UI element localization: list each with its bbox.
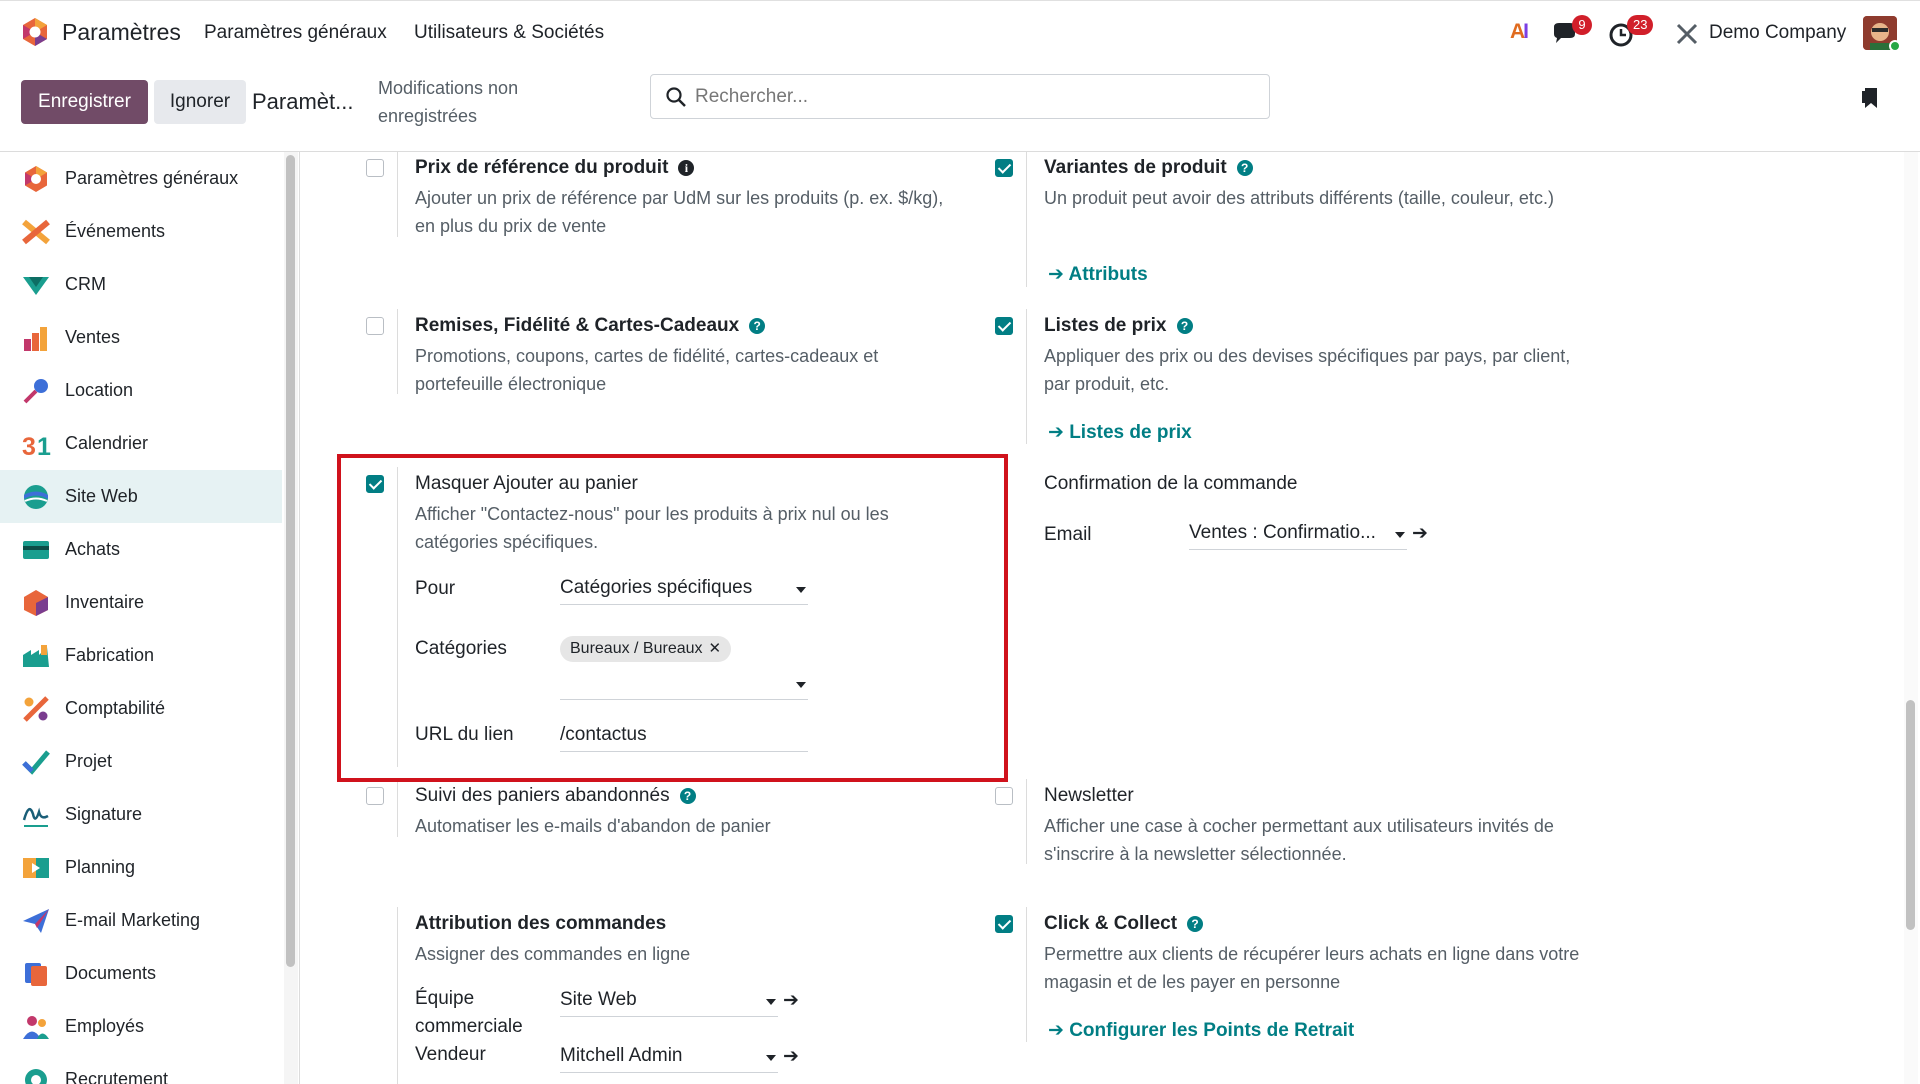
product-variants-checkbox[interactable]	[995, 159, 1013, 177]
discounts-loyalty-checkbox[interactable]	[366, 317, 384, 335]
setting-title: Suivi des paniers abandonnés ?	[415, 785, 696, 807]
sidebar-item-label: Comptabilité	[65, 698, 166, 718]
external-link-arrow-icon[interactable]: ➔	[783, 1046, 799, 1067]
inventory-app-icon	[21, 588, 51, 618]
sidebar-item-label: Location	[65, 380, 134, 400]
setting-title: Prix de référence du produit i	[415, 157, 694, 179]
recruitment-app-icon	[21, 1065, 51, 1084]
remove-tag-icon[interactable]: ✕	[708, 640, 722, 657]
click-collect-checkbox[interactable]	[995, 915, 1013, 933]
sidebar-item-label: Signature	[65, 804, 143, 824]
calendar-app-icon	[21, 429, 51, 459]
sidebar-item-calendar[interactable]	[0, 417, 282, 470]
sidebar-item-email-marketing[interactable]	[0, 894, 282, 947]
arrow-right-icon: ➔	[1048, 422, 1070, 443]
pricelists-link[interactable]: ➔ Listes de prix	[1048, 422, 1192, 443]
sidebar-item-sign[interactable]	[0, 788, 282, 841]
manufacturing-app-icon	[21, 641, 51, 671]
sidebar-item-label: Employés	[65, 1016, 145, 1036]
discard-button[interactable]: Ignorer	[154, 80, 246, 124]
setting-title: Remises, Fidélité & Cartes-Cadeaux ?	[415, 315, 765, 337]
sign-app-icon	[21, 800, 51, 830]
sidebar-item-label: Planning	[65, 857, 136, 877]
setting-divider	[1026, 779, 1027, 864]
activities-badge: 23	[1627, 15, 1653, 35]
sidebar-item-employees[interactable]	[0, 1000, 282, 1053]
odoo-logo-icon[interactable]	[20, 17, 50, 47]
search-bar[interactable]	[650, 74, 1270, 119]
sidebar-item-crm[interactable]	[0, 258, 282, 311]
crm-app-icon	[21, 270, 51, 300]
rental-app-icon	[21, 376, 51, 406]
setting-description: Un produit peut avoir des attributs différents (taille, couleur, etc.)	[1044, 188, 1554, 208]
email-label: Email	[1044, 524, 1092, 545]
website-app-icon	[21, 482, 51, 512]
sidebar-item-inventory[interactable]	[0, 576, 282, 629]
sidebar-item-label: Inventaire	[65, 592, 145, 612]
highlight-box	[337, 454, 1008, 782]
seller-select[interactable]: Mitchell Admin	[560, 1043, 778, 1073]
setting-description: Promotions, coupons, cartes de fidélité, cartes-cadeaux et portefeuille électronique	[415, 346, 879, 394]
sidebar-item-label: Recrutement	[65, 1069, 169, 1084]
documents-app-icon	[21, 959, 51, 989]
setting-description: Afficher une case à cocher permettant aux utilisateurs invités de s'inscrire à la newsletter sélectionnée.	[1044, 816, 1554, 864]
main-scrollbar[interactable]	[1904, 152, 1918, 1084]
setting-title: Listes de prix ?	[1044, 315, 1193, 337]
setting-divider	[1026, 907, 1027, 1042]
top-navbar	[0, 0, 1920, 64]
seller-label: Vendeur	[415, 1044, 486, 1065]
external-link-arrow-icon[interactable]: ➔	[783, 990, 799, 1011]
ai-icon[interactable]: AI	[1510, 20, 1528, 43]
svg-text:1: 1	[37, 433, 51, 459]
employees-app-icon	[21, 1012, 51, 1042]
sales-app-icon	[21, 323, 51, 353]
app-title[interactable]: Paramètres	[62, 19, 181, 45]
help-icon[interactable]: ?	[1187, 916, 1203, 932]
setting-title: Variantes de produit ?	[1044, 157, 1253, 179]
link-url-input[interactable]: /contactus	[560, 722, 808, 752]
configure-pickup-points-link[interactable]: ➔ Configurer les Points de Retrait	[1048, 1020, 1355, 1041]
setting-description: Ajouter un prix de référence par UdM sur les produits (p. ex. $/kg), en plus du prix de vente	[415, 188, 944, 236]
sidebar-item-label: Projet	[65, 751, 113, 771]
sidebar-item-rental[interactable]	[0, 364, 282, 417]
sidebar-item-recruitment[interactable]	[0, 1053, 282, 1084]
setting-title: Confirmation de la commande	[1044, 473, 1298, 494]
sidebar-item-events[interactable]	[0, 205, 282, 258]
setting-description: Automatiser les e-mails d'abandon de panier	[415, 816, 771, 836]
confirmation-email-select[interactable]: Ventes : Confirmatio...	[1189, 520, 1407, 550]
messages-badge: 9	[1572, 15, 1592, 35]
sidebar-item-label: Achats	[65, 539, 121, 559]
online-status-dot	[1889, 40, 1901, 52]
project-app-icon	[21, 747, 51, 777]
sidebar-item-label: Calendrier	[65, 433, 149, 453]
svg-text:3: 3	[22, 433, 36, 459]
newsletter-checkbox[interactable]	[995, 787, 1013, 805]
settings-app-sidebar	[0, 152, 282, 1084]
sidebar-item-website[interactable]	[0, 470, 282, 523]
abandoned-carts-checkbox[interactable]	[366, 787, 384, 805]
sidebar-item-label: E-mail Marketing	[65, 910, 201, 930]
setting-description: Afficher "Contactez-nous" pour les produits à prix nul ou les catégories spécifiques.	[415, 504, 889, 552]
sales-team-select[interactable]: Site Web	[560, 987, 778, 1017]
chevron-down-icon	[766, 1055, 776, 1061]
main-scrollbar-thumb[interactable]	[1906, 700, 1915, 930]
sidebar-item-label: Ventes	[65, 327, 121, 347]
setting-divider	[397, 152, 398, 237]
setting-title: Newsletter	[1044, 785, 1134, 806]
external-link-arrow-icon[interactable]: ➔	[1412, 523, 1428, 544]
categories-label: Catégories	[415, 638, 507, 659]
breadcrumb: Paramèt...	[252, 89, 354, 114]
setting-title: Masquer Ajouter au panier	[415, 473, 638, 494]
setting-description: Assigner des commandes en ligne	[415, 944, 691, 964]
purchase-app-icon	[21, 535, 51, 565]
save-button[interactable]: Enregistrer	[21, 80, 148, 124]
control-panel	[0, 64, 1920, 152]
sidebar-item-label: Documents	[65, 963, 157, 983]
setting-divider	[1026, 309, 1027, 444]
menu-users-companies[interactable]: Utilisateurs & Sociétés	[414, 22, 605, 43]
sidebar-item-manufacturing[interactable]	[0, 629, 282, 682]
sidebar-item-purchase[interactable]	[0, 523, 282, 576]
for-select[interactable]: Catégories spécifiques	[560, 575, 808, 605]
help-icon[interactable]: ?	[1237, 160, 1253, 176]
pricelists-checkbox[interactable]	[995, 317, 1013, 335]
sidebar-item-label: Site Web	[65, 486, 138, 506]
sidebar-item-accounting[interactable]	[0, 682, 282, 735]
sidebar-item-sales[interactable]	[0, 311, 282, 364]
help-icon[interactable]: ?	[680, 788, 696, 804]
sidebar-item-label: Paramètres généraux	[65, 168, 239, 188]
attributes-link[interactable]: ➔ Attributs	[1048, 264, 1148, 285]
unsaved-changes-status: Modifications non enregistrées	[378, 78, 519, 126]
search-input[interactable]	[695, 83, 1255, 111]
arrow-right-icon: ➔	[1048, 1020, 1070, 1041]
accounting-app-icon	[21, 694, 51, 724]
sidebar-scrollbar-thumb[interactable]	[286, 155, 295, 967]
sidebar-item-documents[interactable]	[0, 947, 282, 1000]
sales-team-label: Équipe commerciale	[415, 988, 523, 1037]
chevron-down-icon	[1395, 532, 1405, 538]
setting-title: Click & Collect ?	[1044, 913, 1203, 935]
sidebar-item-label: Fabrication	[65, 645, 155, 665]
for-label: Pour	[415, 578, 456, 599]
chevron-down-icon	[766, 999, 776, 1005]
reference-price-checkbox[interactable]	[366, 159, 384, 177]
menu-general-settings[interactable]: Paramètres généraux	[204, 22, 387, 43]
info-icon[interactable]: i	[678, 160, 694, 176]
sidebar-item-label: Événements	[65, 221, 166, 241]
planning-app-icon	[21, 853, 51, 883]
setting-divider	[1026, 152, 1027, 287]
search-icon	[665, 86, 687, 108]
link-url-label: URL du lien	[415, 724, 514, 745]
bookmark-icon[interactable]	[1862, 86, 1880, 110]
sidebar-item-project[interactable]	[0, 735, 282, 788]
sidebar-item-planning[interactable]	[0, 841, 282, 894]
help-icon[interactable]: ?	[749, 318, 765, 334]
arrow-right-icon: ➔	[1048, 264, 1069, 285]
setting-divider	[397, 779, 398, 837]
company-switcher[interactable]: Demo Company	[1709, 22, 1847, 43]
setting-description: Permettre aux clients de récupérer leurs achats en ligne dans votre magasin et de les payer en personne	[1044, 944, 1580, 992]
sidebar-item-general-settings[interactable]	[0, 152, 282, 205]
setting-title: Attribution des commandes	[415, 913, 667, 934]
settings-app-icon	[21, 164, 51, 194]
sidebar-item-label: CRM	[65, 274, 106, 294]
debug-tools-icon[interactable]	[1672, 19, 1702, 49]
setting-description: Appliquer des prix ou des devises spécifiques par pays, par client, par produit, etc.	[1044, 346, 1571, 394]
setting-divider	[397, 309, 398, 394]
help-icon[interactable]: ?	[1177, 318, 1193, 334]
email-marketing-app-icon	[21, 906, 51, 936]
setting-divider	[397, 907, 398, 1084]
category-tag: Bureaux / Bureaux ✕	[560, 636, 731, 662]
events-app-icon	[21, 217, 51, 247]
